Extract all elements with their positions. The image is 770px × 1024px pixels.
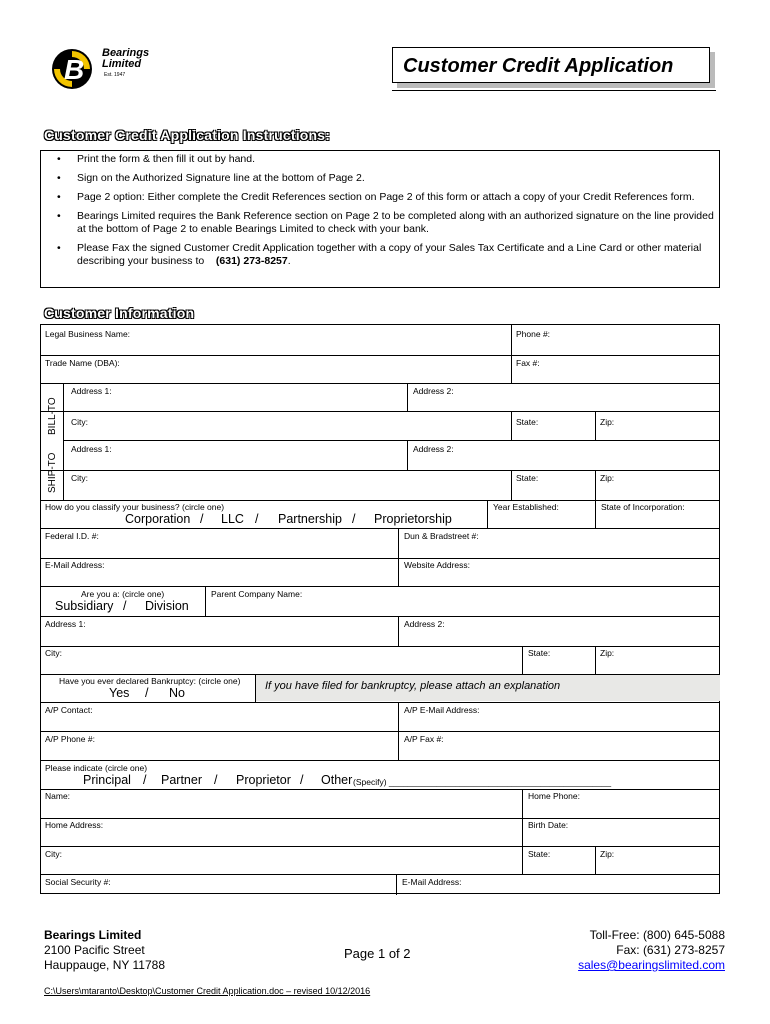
instructions-box <box>40 150 720 288</box>
instruction-item: • Sign on the Authorized Signature line at the bottom of Page 2. <box>77 172 719 185</box>
option-subsidiary[interactable]: Subsidiary <box>55 599 114 613</box>
customer-info-form <box>40 324 720 894</box>
are-you-a-label: Are you a: (circle one) <box>81 589 165 599</box>
option-corporation[interactable]: Corporation <box>125 512 191 526</box>
parent-address1-label: Address 1: <box>45 619 86 629</box>
parent-address2-label: Address 2: <box>404 619 445 629</box>
personal-state-label: State: <box>528 849 551 859</box>
logo-text-bearings: Bearings <box>102 47 150 59</box>
ship-city-label: City: <box>71 473 88 483</box>
please-indicate-label: Please indicate (circle one) <box>45 763 148 773</box>
instruction-item: • Bearings Limited requires the Bank Reference section on Page 2 to be completed along with an authorized signature on the line provided at the bottom of Page 2 to enable Bearings Limited to check with your bank. <box>77 210 719 236</box>
specify-label: (Specify) _______________________________________________ <box>353 777 612 787</box>
ap-fax-label: A/P Fax #: <box>404 734 444 744</box>
fax-number: (631) 273-8257 <box>215 255 288 267</box>
svg-text:B: B <box>64 54 85 85</box>
slash: / <box>300 773 304 787</box>
file-path: C:\Users\mtaranto\Desktop\Customer Credit Application.doc – revised 10/12/2016 <box>44 986 371 996</box>
option-yes[interactable]: Yes <box>109 686 130 700</box>
bill-to-label: BILL-TO <box>47 397 58 435</box>
footer-address <box>44 928 165 973</box>
option-principal[interactable]: Principal <box>83 773 131 787</box>
footer-fax: Fax: (631) 273-8257 <box>616 943 725 957</box>
page-title: Customer Credit Application <box>392 47 710 83</box>
federal-id-label: Federal I.D. #: <box>45 531 99 541</box>
option-division[interactable]: Division <box>145 599 189 613</box>
ship-to-label: SHIP-TO <box>47 452 58 493</box>
option-partnership[interactable]: Partnership <box>278 512 342 526</box>
name-label: Name: <box>45 791 71 801</box>
instruction-item: • Page 2 option: Either complete the Credit References section on Page 2 of this form or attach a copy of your Credit References form. <box>77 191 719 204</box>
option-proprietor[interactable]: Proprietor <box>236 773 291 787</box>
parent-zip-label: Zip: <box>600 648 615 658</box>
slash: / <box>143 773 147 787</box>
fax-label: Fax #: <box>516 358 540 368</box>
footer-tollfree: Toll-Free: (800) 645-5088 <box>589 928 725 942</box>
home-address-label: Home Address: <box>45 820 104 830</box>
personal-city-label: City: <box>45 849 62 859</box>
email-label: E-Mail Address: <box>45 560 105 570</box>
instructions-heading: Customer Credit Application Instructions: <box>44 127 331 143</box>
parent-state-label: State: <box>528 648 551 658</box>
home-phone-label: Home Phone: <box>528 791 580 801</box>
bearings-limited-logo <box>50 44 160 92</box>
slash: / <box>123 599 127 613</box>
slash: / <box>352 512 356 526</box>
slash: / <box>145 686 149 700</box>
dun-bradstreet-label: Dun & Bradstreet #: <box>404 531 479 541</box>
classify-label: How do you classify your business? (circle one) <box>45 502 225 512</box>
logo-text-limited: Limited <box>102 58 142 70</box>
footer-contact <box>578 928 725 973</box>
ship-zip-label: Zip: <box>600 473 615 483</box>
instruction-item: • Print the form & then fill it out by hand. <box>77 153 719 166</box>
footer-city: Hauppauge, NY 11788 <box>44 958 165 972</box>
state-of-incorporation-label: State of Incorporation: <box>601 502 685 512</box>
ap-phone-label: A/P Phone #: <box>45 734 95 744</box>
bill-zip-label: Zip: <box>600 417 615 427</box>
ap-contact-label: A/P Contact: <box>45 705 93 715</box>
instruction-fax-text: Please Fax the signed Customer Credit Application together with a copy of your Sales Tax Certificate and a Line Card or other material describing your business to <box>77 242 702 267</box>
legal-business-name-label: Legal Business Name: <box>45 329 131 339</box>
ssn-label: Social Security #: <box>45 877 111 887</box>
bankruptcy-question-label: Have you ever declared Bankruptcy: (circle one) <box>59 676 241 686</box>
title-underline <box>392 90 716 91</box>
slash: / <box>200 512 204 526</box>
footer-company: Bearings Limited <box>44 928 142 942</box>
ship-address2-label: Address 2: <box>413 444 454 454</box>
parent-city-label: City: <box>45 648 62 658</box>
logo-est: Est. 1947 <box>104 72 126 78</box>
option-proprietorship[interactable]: Proprietorship <box>374 512 452 526</box>
slash: / <box>214 773 218 787</box>
birth-date-label: Birth Date: <box>528 820 569 830</box>
parent-company-label: Parent Company Name: <box>211 589 303 599</box>
bill-address1-label: Address 1: <box>71 386 112 396</box>
instruction-item-fax <box>77 242 719 268</box>
bill-state-label: State: <box>516 417 539 427</box>
ap-email-label: A/P E-Mail Address: <box>404 705 480 715</box>
personal-email-label: E-Mail Address: <box>402 877 462 887</box>
ship-address1-label: Address 1: <box>71 444 112 454</box>
ship-state-label: State: <box>516 473 539 483</box>
slash: / <box>255 512 259 526</box>
option-other[interactable]: Other <box>321 773 353 787</box>
bankruptcy-note: If you have filed for bankruptcy, please attach an explanation <box>265 680 561 692</box>
footer-street: 2100 Pacific Street <box>44 943 145 957</box>
option-llc[interactable]: LLC <box>221 512 244 526</box>
footer-email-link[interactable]: sales@bearingslimited.com <box>578 958 725 972</box>
year-established-label: Year Established: <box>493 502 559 512</box>
option-no[interactable]: No <box>169 686 185 700</box>
option-partner[interactable]: Partner <box>161 773 202 787</box>
website-label: Website Address: <box>404 560 470 570</box>
page-number: Page 1 of 2 <box>344 946 411 961</box>
customer-info-heading: Customer Information <box>44 305 195 321</box>
fax-suffix: . <box>287 255 291 267</box>
bill-address2-label: Address 2: <box>413 386 454 396</box>
trade-name-label: Trade Name (DBA): <box>45 358 120 368</box>
personal-zip-label: Zip: <box>600 849 615 859</box>
bill-city-label: City: <box>71 417 88 427</box>
phone-label: Phone #: <box>516 329 551 339</box>
